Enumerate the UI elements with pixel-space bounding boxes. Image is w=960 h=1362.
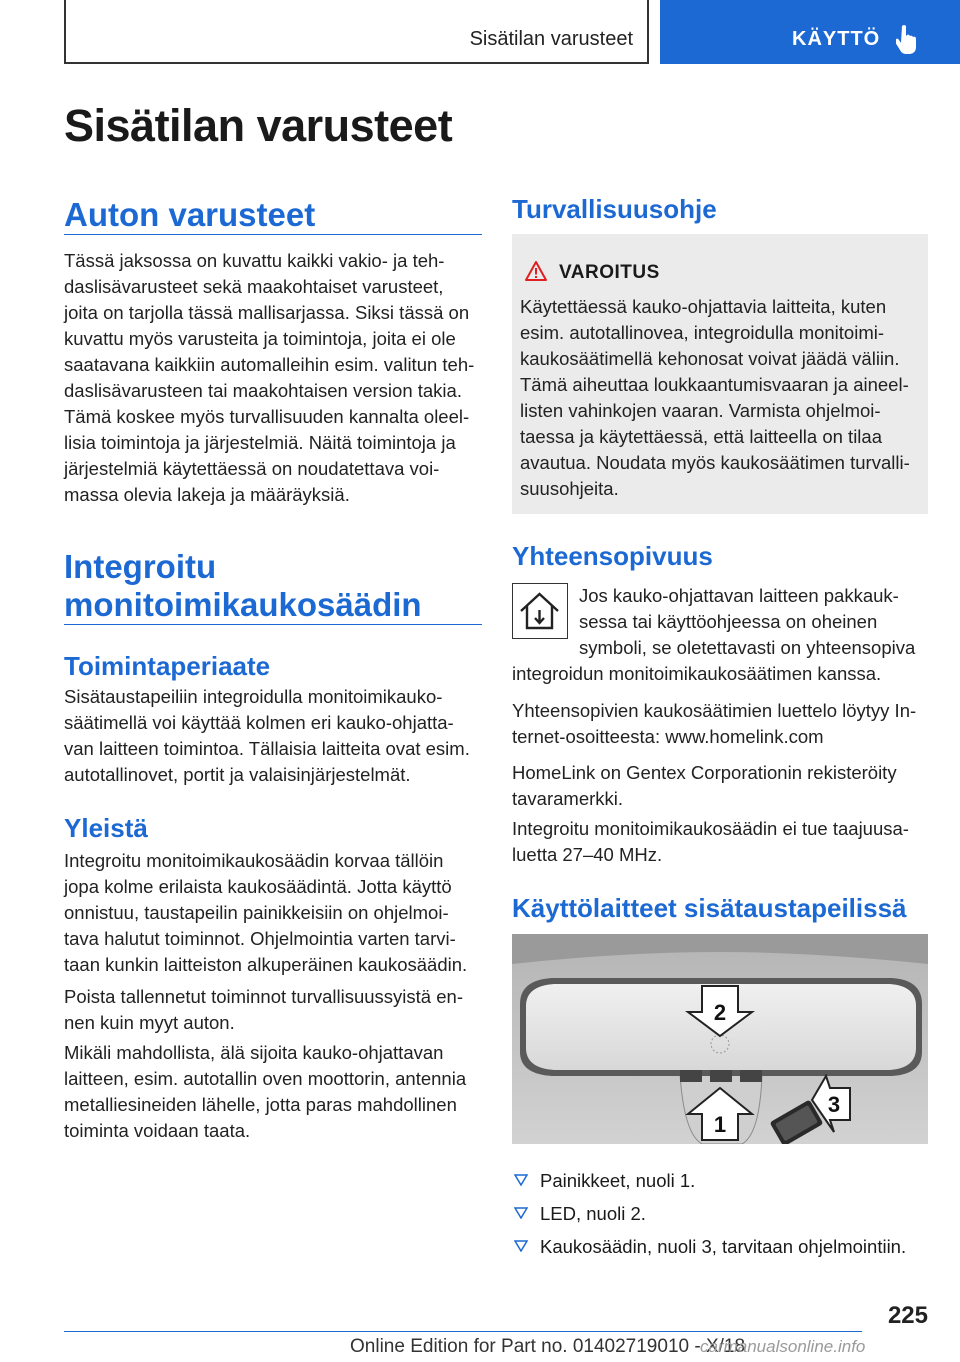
- text-line: Tämä koskee myös turvallisuuden kannalta oleel‐: [64, 406, 470, 427]
- text-line: listen vahinkojen vaaran. Varmista ohjelmoi‐: [520, 400, 881, 421]
- text-line: Jos kauko-ohjattavan laitteen pakkauk‐: [579, 585, 899, 606]
- triangle-bullet-icon: [514, 1174, 528, 1186]
- text-line: järjestelmiä käytettäessä on noudatettava voi‐: [64, 458, 440, 479]
- text-line: HomeLink on Gentex Corporationin rekisteröity: [512, 762, 897, 783]
- triangle-bullet-icon: [514, 1207, 528, 1219]
- section-rule: [64, 234, 482, 235]
- text-line: esim. autotallinovea, integroidulla monitoimi‐: [520, 322, 885, 343]
- list-item-text: Painikkeet, nuoli 1.: [540, 1170, 696, 1191]
- yhteen-p3: [512, 760, 932, 812]
- header-section-box: [64, 0, 649, 64]
- text-line: van laitteen toimintoa. Tällaisia laitteita ovat esim.: [64, 738, 470, 759]
- text-line: Käytettäessä kauko-ohjattavia laitteita, kuten: [520, 296, 887, 317]
- text-line: Tässä jaksossa on kuvattu kaikki vakio- ja teh‐: [64, 250, 445, 271]
- text-line: metalliesineiden lähelle, jotta paras mahdollinen: [64, 1094, 457, 1115]
- text-line: laitteen, esim. autotallin oven moottorin, antennia: [64, 1068, 467, 1089]
- homelink-symbol-box: [512, 583, 568, 639]
- text-line: saatavana kaikkiin automalleihin esim. valitun teh‐: [64, 354, 475, 375]
- yhteen-p2: [512, 698, 932, 750]
- section-title-auton: Auton varusteet: [64, 196, 316, 233]
- list-item-text: LED, nuoli 2.: [540, 1203, 646, 1224]
- text-line: massa olevia lakeja ja määräyksiä.: [64, 484, 350, 505]
- toiminta-text: [64, 684, 484, 788]
- text-line: nen kuin myyt auton.: [64, 1012, 235, 1033]
- text-line: ternet-osoitteesta: www.homelink.com: [512, 726, 824, 747]
- header-chapter-title: KÄYTTÖ: [792, 28, 881, 50]
- homelink-house-icon: [513, 584, 566, 637]
- auton-text: [64, 248, 484, 508]
- header-section-title: Sisätilan varusteet: [469, 28, 633, 50]
- text-line: Integroitu monitoimikaukosäädin korvaa tällöin: [64, 850, 444, 871]
- section-title-turvallisuusohje: Turvallisuusohje: [512, 194, 717, 224]
- yhteen-p4: [512, 816, 932, 868]
- section-rule: [64, 624, 482, 625]
- text-line: lisia toimintoja ja järjestelmiä. Näitä toimintoja ja: [64, 432, 456, 453]
- warning-triangle-icon: [524, 260, 548, 282]
- text-line: toiminta voidaan taata.: [64, 1120, 251, 1141]
- photo-label-1: 1: [713, 1112, 727, 1137]
- photo-label-3: 3: [827, 1092, 841, 1117]
- text-line: tava halutut toiminnot. Ohjelmointia varten tarvi‐: [64, 928, 456, 949]
- text-line: autotallinovet, portit ja valaisinjärjestelmät.: [64, 764, 411, 785]
- yhteen-icon-text: [579, 583, 929, 661]
- yleista-p3: [64, 1040, 484, 1144]
- text-line: onnistuu, taustapeilin painikkeisiin on ohjelmoi‐: [64, 902, 449, 923]
- header-chapter-tab: [660, 0, 960, 64]
- triangle-bullet-icon: [514, 1240, 528, 1252]
- text-line: jopa kolme erilaista kaukosäädintä. Jotta käyttö: [64, 876, 452, 897]
- text-line: taan kunkin laitteiston alkuperäinen kaukosäädin.: [64, 954, 468, 975]
- warning-title: VAROITUS: [559, 262, 660, 283]
- text-line: Integroitu monitoimikaukosäädin ei tue taajuusa‐: [512, 818, 909, 839]
- text-line: kaukosäätimellä kehonosat voivat jäädä väliin.: [520, 348, 900, 369]
- rearview-mirror-photo: [512, 934, 928, 1144]
- text-line: sessa tai käyttöohjeessa on oheinen: [579, 611, 878, 632]
- text-line: taessa ja käytettäessä, että laitteella on tilaa: [520, 426, 882, 447]
- yleista-p2: [64, 984, 484, 1036]
- text-line: Sisätaustapeiliin integroidulla monitoimikauko‐: [64, 686, 443, 707]
- page-title: Sisätilan varusteet: [64, 100, 453, 151]
- warning-box: [512, 234, 928, 514]
- text-line: tavaramerkki.: [512, 788, 624, 809]
- subsection-title-toimintaperiaate: Toimintaperiaate: [64, 651, 271, 681]
- subsection-title-yleista: Yleistä: [64, 813, 148, 843]
- text-line: säätimellä voi käyttää kolmen eri kauko-ohjatta‐: [64, 712, 454, 733]
- hand-pointer-icon: [896, 24, 922, 54]
- yleista-p1: [64, 848, 484, 978]
- text-line: suusohjeita.: [520, 478, 619, 499]
- section-title-integroitu: [64, 548, 422, 624]
- section-title-kayttolaitteet: Käyttölaitteet sisätaustapeilissä: [512, 893, 907, 923]
- footer-edition: Online Edition for Part no. 01402719010 - X/18: [350, 1336, 746, 1357]
- text-line: daslisävarusteet sekä maakohtaiset varusteet,: [64, 276, 444, 297]
- footer-rule: [64, 1331, 862, 1332]
- section-title-line: monitoimikaukosäädin: [64, 586, 422, 623]
- text-line: Mikäli mahdollista, älä sijoita kauko-ohjattavan: [64, 1042, 444, 1063]
- photo-label-2: 2: [713, 1000, 727, 1025]
- footer-watermark: carmanualsonline.info: [700, 1337, 866, 1356]
- text-line: joita on tarjolla tässä mallisarjassa. Siksi tässä on: [64, 302, 470, 323]
- text-line: Poista tallennetut toiminnot turvallisuussyistä en‐: [64, 986, 463, 1007]
- warning-text: [520, 294, 920, 502]
- text-line: avautua. Noudata myös kaukosäätimen turvalli‐: [520, 452, 910, 473]
- section-title-yhteensopivuus: Yhteensopivuus: [512, 541, 713, 571]
- text-line: Tämä aiheuttaa loukkaantumisvaaran ja aineel‐: [520, 374, 909, 395]
- text-line: luetta 27–40 MHz.: [512, 844, 663, 865]
- text-line: Yhteensopivien kaukosäätimien luettelo löytyy In‐: [512, 700, 917, 721]
- page-number: 225: [887, 1302, 928, 1329]
- list-item-text: Kaukosäädin, nuoli 3, tarvitaan ohjelmointiin.: [540, 1236, 907, 1257]
- text-line: symboli, se oletettavasti on yhteensopiva: [579, 637, 916, 658]
- text-line: daslisävarusteen tai maakohtaisen version takia.: [64, 380, 462, 401]
- text-line: integroidun monitoimikaukosäätimen kanssa.: [512, 663, 882, 684]
- text-line: kuvattu myös varusteita ja toimintoja, joita ei ole: [64, 328, 456, 349]
- section-title-line: Integroitu: [64, 548, 217, 585]
